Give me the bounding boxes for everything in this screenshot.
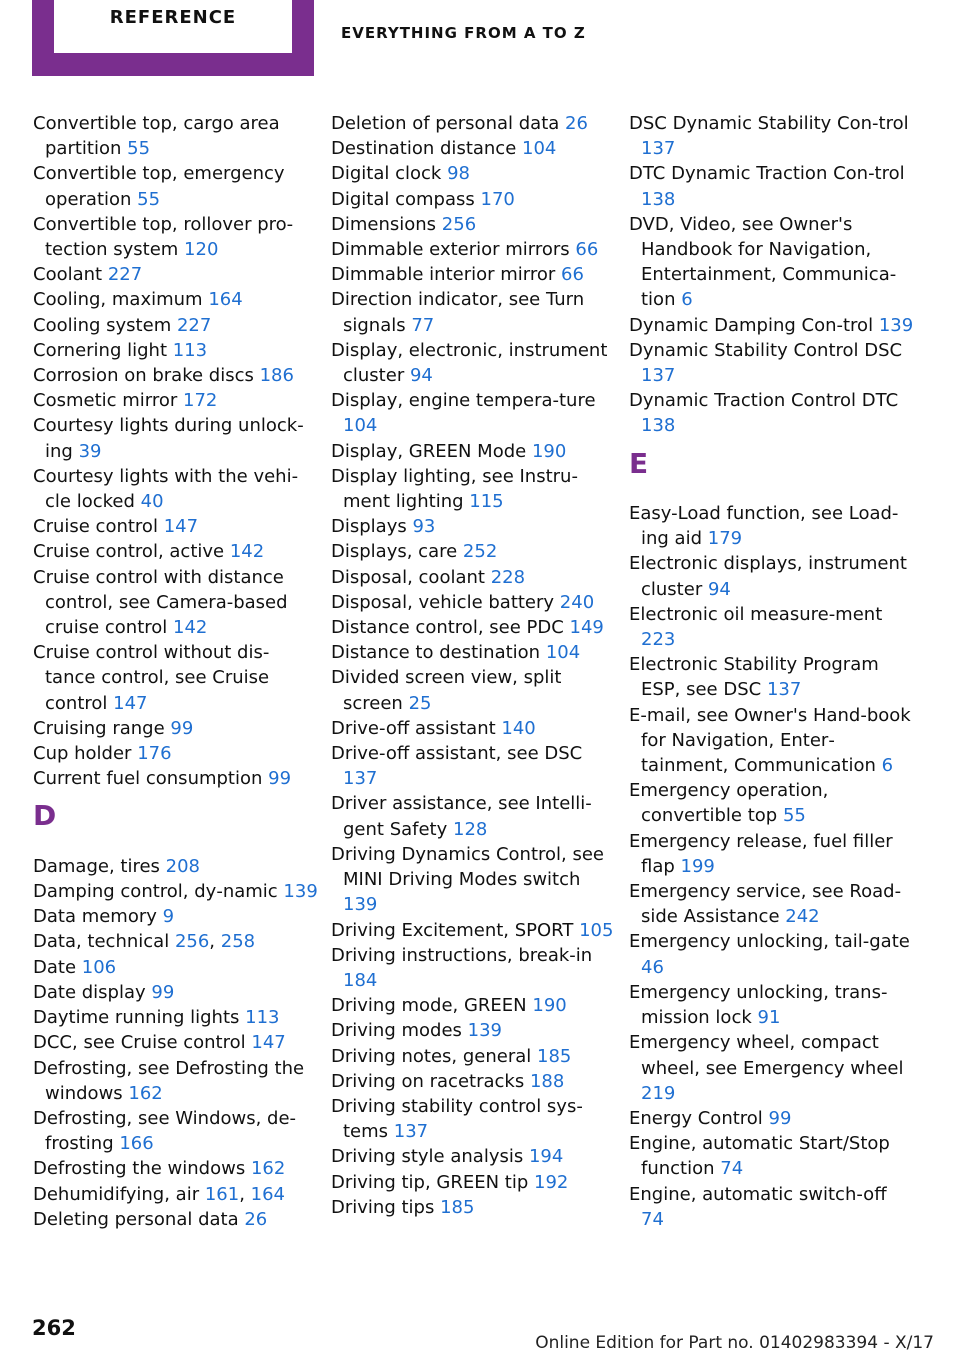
- index-entry-text: Driving notes, general: [331, 1045, 532, 1067]
- index-entry: [33, 1030, 318, 1055]
- index-entry: [629, 602, 914, 652]
- page-reference-link[interactable]: 162: [250, 1158, 286, 1180]
- index-entry-text: Easy-Load function, see Load‐ing aid: [629, 503, 899, 550]
- index-entry-text: Displays, care: [331, 541, 458, 563]
- index-column-2: [331, 111, 616, 1220]
- index-entry: [331, 1018, 616, 1043]
- page-reference-link[interactable]: 190: [531, 440, 567, 462]
- index-entry-text: Driver assistance, see Intelli‐gent Safety: [331, 793, 592, 840]
- index-entry-text: Driving tips: [331, 1196, 435, 1218]
- index-entry: [629, 829, 914, 879]
- index-entry: [629, 652, 914, 702]
- index-entry: [629, 551, 914, 601]
- index-entry: [331, 1144, 616, 1169]
- index-entry-text: Convertible top, emergency operation: [33, 163, 285, 210]
- page-reference-link[interactable]: 113: [172, 339, 208, 361]
- page-reference-link[interactable]: 142: [229, 541, 265, 563]
- index-entry: [331, 287, 616, 337]
- index-entry: [331, 918, 616, 943]
- index-entry: [33, 363, 318, 388]
- index-entry-text: Driving Excitement, SPORT: [331, 919, 574, 941]
- index-entry-text: Damage, tires: [33, 855, 160, 877]
- index-entry-text: Current fuel consumption: [33, 768, 263, 790]
- index-entry-text: Date display: [33, 981, 146, 1003]
- page-reference-link[interactable]: 179: [707, 528, 743, 550]
- page-reference-link[interactable]: 142: [173, 617, 208, 639]
- index-entry-text: Dimmable exterior mirrors: [331, 239, 570, 261]
- page-reference-link[interactable]: 228: [490, 566, 526, 588]
- index-entry: [33, 955, 318, 980]
- page-reference-link[interactable]: 188: [529, 1070, 565, 1092]
- index-entry: [629, 778, 914, 828]
- index-entry-text: Disposal, coolant: [331, 566, 485, 588]
- index-column-1: [33, 111, 318, 1232]
- section-letter: D: [33, 799, 57, 833]
- index-entry: [331, 161, 616, 186]
- page-reference-link[interactable]: 99: [768, 1107, 792, 1129]
- index-entry: [629, 1106, 914, 1131]
- index-entry-text: Dehumidifying, air: [33, 1183, 200, 1205]
- page-reference-link[interactable]: 105: [579, 919, 614, 941]
- page-reference-link[interactable]: 98: [447, 163, 470, 185]
- index-entry: [33, 640, 318, 716]
- index-entry: [331, 1044, 616, 1069]
- page-reference-link[interactable]: 93: [412, 516, 436, 538]
- page-reference-link[interactable]: 113: [245, 1007, 280, 1029]
- index-entry-text: Dynamic Traction Control DTC: [629, 390, 899, 412]
- index-entry-text: Data memory: [33, 906, 157, 928]
- index-entry-text: Cooling system: [33, 314, 172, 336]
- index-entry: [629, 703, 914, 779]
- index-entry: [331, 439, 616, 464]
- index-entry-text: Cruise control: [33, 516, 158, 538]
- index-entry-text: Dynamic Stability Control DSC: [629, 339, 903, 361]
- index-entry-text: Emergency unlocking, tail‐gate: [629, 931, 910, 953]
- index-entry: [331, 136, 616, 161]
- index-entry-text: Emergency release, fuel filler flap: [629, 830, 893, 877]
- index-entry-text: Electronic oil measure‐ment: [629, 603, 883, 625]
- index-entry-text: Cooling, maximum: [33, 289, 203, 311]
- index-entry-text: E-mail, see Owner's Hand‐book for Navigation, Enter‐tainment, Communication: [629, 704, 911, 777]
- index-entry-text: Cosmetic mirror: [33, 390, 178, 412]
- page-reference-link[interactable]: 74: [641, 1208, 664, 1230]
- page-reference-link[interactable]: 219: [641, 1082, 676, 1104]
- index-entry-text: Energy Control: [629, 1107, 763, 1129]
- index-entry: [33, 741, 318, 766]
- page-reference-link[interactable]: 26: [244, 1208, 268, 1230]
- page-reference-link[interactable]: 137: [393, 1121, 429, 1143]
- page-reference-link[interactable]: 242: [785, 906, 820, 928]
- index-entry: [331, 237, 616, 262]
- page-reference-link[interactable]: 40: [140, 491, 164, 513]
- index-entry-text: Emergency unlocking, trans‐mission lock: [629, 981, 888, 1029]
- page-reference-link[interactable]: 99: [151, 981, 175, 1003]
- index-entry-text: Distance to destination: [331, 642, 541, 664]
- page-reference-link[interactable]: 172: [183, 390, 218, 412]
- index-entry-text: Electronic displays, instrument cluster: [629, 553, 907, 600]
- page-reference-link[interactable]: 194: [528, 1146, 564, 1168]
- page-reference-link[interactable]: 256: [174, 931, 210, 953]
- index-entry-text: Courtesy lights with the vehi‐cle locked: [33, 465, 299, 513]
- index-entry-text: Cruise control with distance control, see Camera-based cruise control: [33, 566, 288, 639]
- page-reference-link[interactable]: 74: [720, 1158, 744, 1180]
- index-entry-text: Emergency operation, convertible top: [629, 780, 829, 827]
- page-reference-link[interactable]: 176: [137, 743, 172, 765]
- index-entry-text: Cruise control, active: [33, 541, 225, 563]
- footer-edition: Online Edition for Part no. 01402983394 - X/17: [535, 1333, 934, 1353]
- page-reference-link[interactable]: 190: [532, 995, 567, 1017]
- index-entry: [33, 338, 318, 363]
- index-entry: [629, 1182, 914, 1232]
- page-reference-link[interactable]: 139: [343, 894, 378, 916]
- section-letter: E: [629, 446, 649, 480]
- page-reference-link[interactable]: 104: [545, 642, 581, 664]
- index-entry-text: Cornering light: [33, 339, 167, 361]
- index-entry-text: Dimmable interior mirror: [331, 264, 556, 286]
- index-entry: [331, 565, 616, 590]
- index-entry: [331, 262, 616, 287]
- page-reference-link[interactable]: 9: [162, 906, 175, 928]
- index-entry: [33, 980, 318, 1005]
- page-reference-link[interactable]: 240: [559, 591, 595, 613]
- index-entry-text: Driving on racetracks: [331, 1070, 525, 1092]
- index-entry: [331, 716, 616, 741]
- index-entry: [33, 111, 318, 161]
- page-reference-link[interactable]: 77: [411, 314, 435, 336]
- index-entry: [33, 1106, 318, 1156]
- index-entry-text: Coolant: [33, 264, 103, 286]
- index-entry: [331, 1170, 616, 1195]
- page-reference-link[interactable]: 138: [641, 415, 676, 437]
- index-entry: [331, 338, 616, 388]
- index-entry-text: Electronic Stability Program ESP, see DSC: [629, 654, 879, 701]
- index-entry: [331, 741, 616, 791]
- index-entry: [629, 929, 914, 979]
- index-entry-text: Drive-off assistant, see DSC: [331, 743, 583, 765]
- index-entry: [33, 879, 318, 904]
- index-entry: [331, 1094, 616, 1144]
- index-entry-text: Display, GREEN Mode: [331, 440, 527, 462]
- index-entry: [629, 1030, 914, 1106]
- index-entry-text: Damping control, dy‐namic: [33, 881, 278, 903]
- index-entry-text: Convertible top, cargo area partition: [33, 113, 280, 160]
- index-entry-text: Driving mode, GREEN: [331, 995, 527, 1017]
- index-entry: [629, 212, 914, 313]
- index-entry-text: Dimensions: [331, 213, 437, 235]
- index-entry-text: DSC Dynamic Stability Con‐trol: [629, 113, 909, 134]
- index-entry-text: Emergency wheel, compact wheel, see Emergency wheel: [629, 1032, 904, 1079]
- index-entry: [629, 980, 914, 1030]
- page-reference-link[interactable]: 139: [467, 1020, 502, 1042]
- index-entry: [331, 615, 616, 640]
- index-entry: [331, 187, 616, 212]
- page-reference-link[interactable]: 104: [522, 138, 557, 160]
- index-entry: [331, 464, 616, 514]
- index-entry: [33, 565, 318, 641]
- index-entry-text: Display, engine tempera‐ture: [331, 390, 596, 412]
- index-entry: [33, 716, 318, 741]
- index-entry-text: Cruising range: [33, 717, 165, 739]
- index-entry: [629, 1131, 914, 1181]
- page-reference-link[interactable]: 227: [176, 314, 212, 336]
- index-entry: [331, 514, 616, 539]
- index-entry-text: Cup holder: [33, 743, 132, 765]
- page-reference-link[interactable]: 26: [565, 113, 588, 134]
- page-reference-link[interactable]: 115: [469, 491, 504, 513]
- index-entry: [33, 1156, 318, 1181]
- page-reference-link[interactable]: 137: [766, 679, 802, 701]
- index-entry-text: Driving stability control sys‐tems: [331, 1095, 583, 1143]
- index-entry-text: Date: [33, 956, 77, 978]
- index-entry-text: Corrosion on brake discs: [33, 365, 254, 387]
- index-entry-text: Dynamic Damping Con‐trol: [629, 314, 874, 336]
- index-entry-text: Courtesy lights during unlock‐ing: [33, 415, 304, 462]
- page-reference-link[interactable]: 162: [128, 1082, 163, 1104]
- page-reference-link[interactable]: 39: [78, 440, 102, 462]
- page-reference-link[interactable]: 147: [113, 692, 148, 714]
- page-reference-link[interactable]: 185: [537, 1045, 572, 1067]
- index-entry: [331, 842, 616, 918]
- index-entry-text: Defrosting the windows: [33, 1158, 246, 1180]
- page-reference-link[interactable]: 192: [534, 1171, 569, 1193]
- page-reference-link[interactable]: 138: [641, 188, 676, 210]
- index-entry: Data, technical 256, 258: [33, 931, 256, 953]
- index-entry-text: Engine, automatic Start/Stop function: [629, 1133, 890, 1180]
- page-reference-link[interactable]: 46: [641, 956, 664, 978]
- index-entry: [33, 212, 318, 262]
- index-entry-text: Defrosting, see Windows, de‐frosting: [33, 1107, 297, 1155]
- index-entry: [331, 943, 616, 993]
- page-reference-link[interactable]: 6: [881, 755, 894, 777]
- page-reference-link[interactable]: 137: [641, 138, 676, 160]
- index-entry-text: Direction indicator, see Turn signals: [331, 289, 585, 336]
- page-reference-link[interactable]: 139: [878, 314, 914, 336]
- page-reference-link[interactable]: 55: [137, 188, 161, 210]
- page-reference-link[interactable]: 140: [501, 717, 536, 739]
- index-entry: [629, 879, 914, 929]
- page-reference-link[interactable]: 94: [409, 365, 433, 387]
- section-tab-label: REFERENCE: [109, 7, 237, 28]
- page-reference-link[interactable]: 91: [757, 1007, 781, 1029]
- index-entry-text: Daytime running lights: [33, 1007, 240, 1029]
- index-entry-text: DTC Dynamic Traction Con‐trol: [629, 163, 905, 185]
- index-entry: [331, 590, 616, 615]
- index-entry: [33, 313, 318, 338]
- index-entry: [33, 854, 318, 879]
- page-reference-link[interactable]: 104: [343, 415, 378, 437]
- index-entry: [331, 388, 616, 438]
- index-entry: [629, 338, 914, 388]
- index-entry-text: Defrosting, see Defrosting the windows: [33, 1057, 305, 1104]
- index-entry-text: Data, technical: [33, 931, 170, 953]
- index-entry: [331, 212, 616, 237]
- page-reference-link[interactable]: 227: [107, 264, 143, 286]
- index-entry: [331, 665, 616, 715]
- page-reference-link[interactable]: 161: [204, 1183, 240, 1205]
- index-entry-text: Display, electronic, instrument cluster: [331, 339, 608, 387]
- index-entry: [33, 1005, 318, 1030]
- index-entry: [33, 1207, 318, 1232]
- page-reference-link[interactable]: 185: [440, 1196, 475, 1218]
- index-entry-text: Displays: [331, 516, 407, 538]
- index-entry: [331, 539, 616, 564]
- index-entry: [331, 791, 616, 841]
- page-reference-link[interactable]: 166: [119, 1133, 154, 1155]
- page-reference-link[interactable]: 223: [641, 629, 676, 651]
- index-entry: [33, 514, 318, 539]
- index-entry: [33, 766, 318, 791]
- index-entry: [331, 1069, 616, 1094]
- index-entry-text: Driving Dynamics Control, see MINI Driving Modes switch: [331, 843, 604, 891]
- index-entry-text: DVD, Video, see Owner's Handbook for Navigation, Entertainment, Communica‐tion: [629, 213, 897, 311]
- page-reference-link[interactable]: 120: [184, 239, 219, 261]
- index-entry-text: Deletion of personal data: [331, 113, 560, 134]
- index-entry: [33, 1056, 318, 1106]
- page-reference-link[interactable]: 184: [343, 969, 378, 991]
- index-entry: Dehumidifying, air 161, 164: [33, 1183, 286, 1205]
- index-entry: [629, 161, 914, 211]
- page-reference-link[interactable]: 139: [283, 881, 318, 903]
- index-entry: [33, 388, 318, 413]
- page-title: EVERYTHING FROM A TO Z: [341, 24, 586, 42]
- index-entry: [629, 111, 914, 161]
- page-reference-link[interactable]: 164: [250, 1183, 286, 1205]
- index-entry: [629, 388, 914, 438]
- page-reference-link[interactable]: 66: [561, 264, 584, 286]
- index-entry: [33, 262, 318, 287]
- index-entry: [33, 287, 318, 312]
- page-reference-link[interactable]: 137: [343, 768, 378, 790]
- index-entry: [629, 313, 914, 338]
- index-entry-text: Convertible top, rollover pro‐tection system: [33, 213, 294, 261]
- index-entry-text: Disposal, vehicle battery: [331, 591, 555, 613]
- page-reference-link[interactable]: 55: [127, 138, 151, 160]
- page-reference-link[interactable]: 137: [641, 365, 676, 387]
- page-reference-link[interactable]: 252: [462, 541, 498, 563]
- page-reference-link[interactable]: 164: [208, 289, 243, 311]
- index-entry-text: Destination distance: [331, 138, 517, 160]
- index-entry: [629, 501, 914, 551]
- page-reference-link[interactable]: 128: [453, 818, 488, 840]
- index-entry-text: Divided screen view, split screen: [331, 667, 562, 714]
- page-reference-link[interactable]: 25: [408, 692, 432, 714]
- page-reference-link[interactable]: 94: [707, 578, 731, 600]
- page-reference-link[interactable]: 66: [575, 239, 599, 261]
- index-entry-text: Deleting personal data: [33, 1208, 239, 1230]
- index-entry-text: Display lighting, see Instru‐ment lighting: [331, 465, 578, 513]
- index-entry: [33, 413, 318, 463]
- page-reference-link[interactable]: 208: [165, 855, 201, 877]
- page-reference-link[interactable]: 99: [170, 717, 194, 739]
- page-reference-link[interactable]: 256: [441, 213, 477, 235]
- page-reference-link[interactable]: 258: [220, 931, 256, 953]
- section-tab: [54, 0, 292, 53]
- index-entry: [33, 904, 318, 929]
- index-column-3: [629, 111, 914, 1232]
- index-entry: [33, 539, 318, 564]
- index-entry-text: Distance control, see PDC: [331, 617, 564, 639]
- index-entry-text: Digital clock: [331, 163, 442, 185]
- page-reference-link[interactable]: 99: [268, 768, 292, 790]
- page-reference-link[interactable]: 186: [259, 365, 294, 387]
- page-reference-link[interactable]: 147: [251, 1032, 286, 1054]
- page-number: 262: [32, 1316, 76, 1340]
- index-entry-text: Digital compass: [331, 188, 475, 210]
- index-entry: [331, 993, 616, 1018]
- page-reference-link[interactable]: 170: [480, 188, 515, 210]
- index-entry-text: Engine, automatic switch-off: [629, 1183, 887, 1205]
- index-entry: [331, 1195, 616, 1220]
- page-reference-link[interactable]: 149: [569, 617, 604, 639]
- page-reference-link[interactable]: 6: [681, 289, 693, 311]
- index-entry-text: Emergency service, see Road‐side Assistance: [629, 881, 902, 928]
- index-entry-text: Driving tip, GREEN tip: [331, 1171, 529, 1193]
- index-entry: [33, 464, 318, 514]
- index-entry-text: Driving instructions, break-in: [331, 944, 593, 966]
- page-reference-link[interactable]: 55: [782, 805, 806, 827]
- page-reference-link[interactable]: 147: [163, 516, 199, 538]
- index-entry-text: Cruise control without dis‐tance control, see Cruise control: [33, 642, 270, 714]
- index-entry: [33, 161, 318, 211]
- index-entry: [331, 111, 616, 136]
- index-entry-text: Drive-off assistant: [331, 717, 496, 739]
- index-entry: [331, 640, 616, 665]
- index-entry-text: Driving modes: [331, 1020, 462, 1042]
- index-entry-text: Driving style analysis: [331, 1146, 524, 1168]
- index-entry-text: DCC, see Cruise control: [33, 1032, 246, 1054]
- page-reference-link[interactable]: 199: [680, 855, 715, 877]
- page-reference-link[interactable]: 106: [81, 956, 117, 978]
